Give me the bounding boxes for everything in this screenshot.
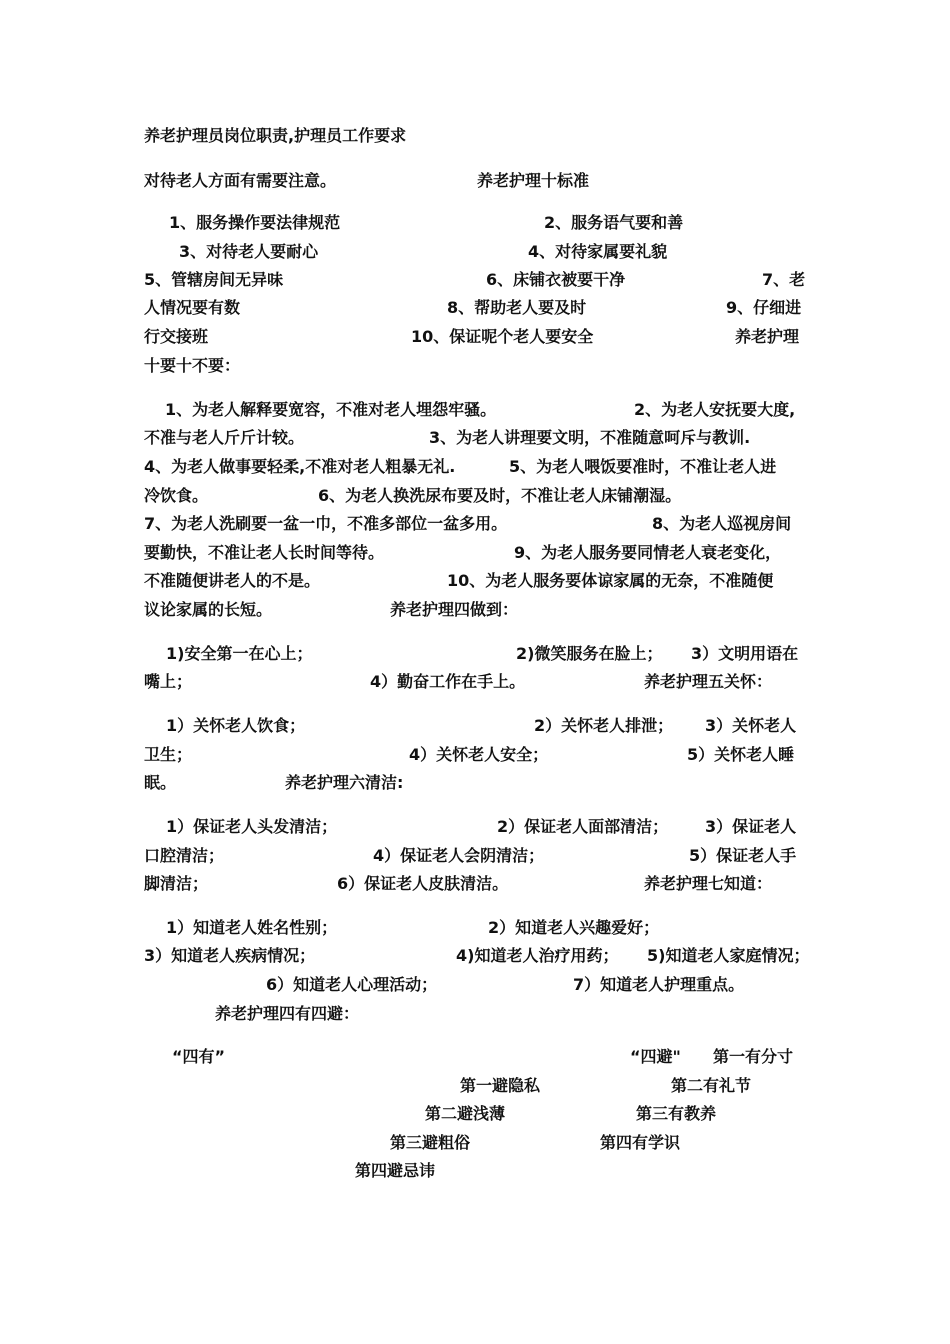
list-item: 2）知道老人兴趣爱好；: [488, 918, 660, 937]
list-item: 口腔清洁；: [144, 846, 225, 865]
list-item: 3、对待老人要耐心: [179, 242, 319, 261]
list-item: 4）勤奋工作在手上。: [370, 672, 526, 691]
text-line: 对待老人方面有需要注意。: [144, 171, 337, 190]
list-item: 2)微笑服务在脸上；: [516, 644, 663, 663]
list-item: 第二有礼节: [671, 1076, 752, 1095]
list-item: 行交接班: [144, 327, 209, 346]
list-item: 5、管辖房间无异味: [144, 270, 284, 289]
list-item: 4、对待家属要礼貌: [528, 242, 668, 261]
list-item: 5）保证老人手: [689, 846, 797, 865]
list-item: 3）文明用语在: [691, 644, 799, 663]
list-item: 5）关怀老人睡: [687, 745, 795, 764]
list-item: 卫生；: [144, 745, 193, 764]
list-item: 第三避粗俗: [390, 1133, 471, 1152]
list-item: 第三有教养: [636, 1104, 717, 1123]
list-item: 第四避忌讳: [355, 1161, 436, 1180]
column-heading: “四避": [630, 1047, 681, 1066]
list-item: 2、服务语气要和善: [544, 213, 684, 232]
list-item: 9、仔细进: [726, 298, 802, 317]
document-title: 养老护理员岗位职责,护理员工作要求: [144, 126, 407, 145]
section-heading: 养老护理七知道：: [644, 874, 773, 893]
list-item: 7、老: [762, 270, 806, 289]
list-item: 9、为老人服务要同情老人衰老变化，: [514, 543, 782, 562]
list-item: 10、为老人服务要体谅家属的无奈，不准随便: [447, 571, 774, 590]
list-item: 1、为老人解释要宽容，不准对老人埋怨牢骚。: [165, 400, 497, 419]
list-item: 7、为老人洗刷要一盆一巾，不准多部位一盆多用。: [144, 514, 508, 533]
section-heading: 十要十不要：: [144, 356, 241, 375]
list-item: 8、为老人巡视房间: [652, 514, 792, 533]
list-item: 5、为老人喂饭要准时，不准让老人进: [509, 457, 777, 476]
section-heading: 养老护理十标准: [477, 171, 590, 190]
list-item: 6、床铺衣被要干净: [486, 270, 626, 289]
list-item: 脚清洁；: [144, 874, 209, 893]
list-item: 4）关怀老人安全；: [409, 745, 549, 764]
list-item: 第二避浅薄: [425, 1104, 506, 1123]
list-item: 议论家属的长短。: [144, 600, 273, 619]
section-heading: 养老护理五关怀：: [644, 672, 773, 691]
list-item: 1）知道老人姓名性别；: [166, 918, 338, 937]
list-item: 第一避隐私: [460, 1076, 541, 1095]
list-item: 要勤快，不准让老人长时间等待。: [144, 543, 385, 562]
section-heading: 养老护理六清洁:: [285, 773, 404, 792]
list-item: 6）保证老人皮肤清洁。: [337, 874, 509, 893]
list-item: 3）知道老人疾病情况；: [144, 946, 316, 965]
list-item: 3）关怀老人: [705, 716, 797, 735]
list-item: 1)安全第一在心上；: [166, 644, 313, 663]
list-item: 4）保证老人会阴清洁；: [373, 846, 545, 865]
list-item: 10、保证呢个老人要安全: [411, 327, 594, 346]
section-heading: 养老护理四做到：: [390, 600, 519, 619]
list-item: 3、为老人讲理要文明，不准随意呵斥与教训.: [429, 428, 751, 447]
list-item: 嘴上；: [144, 672, 193, 691]
list-item: 冷饮食。: [144, 486, 209, 505]
list-item: 6）知道老人心理活动；: [266, 975, 438, 994]
list-item: 4)知道老人治疗用药；: [456, 946, 619, 965]
section-heading: 养老护理四有四避：: [215, 1004, 360, 1023]
list-item: 8、帮助老人要及时: [447, 298, 587, 317]
list-item: 第四有学识: [600, 1133, 681, 1152]
list-item: 2）保证老人面部清洁；: [497, 817, 669, 836]
list-item: 2）关怀老人排泄；: [534, 716, 674, 735]
list-item: 4、为老人做事要轻柔,不准对老人粗暴无礼.: [144, 457, 456, 476]
list-item: 第一有分寸: [713, 1047, 794, 1066]
list-item: 3）保证老人: [705, 817, 797, 836]
list-item: 眠。: [144, 773, 177, 792]
list-item: 人情况要有数: [144, 298, 241, 317]
list-item: 1）保证老人头发清洁；: [166, 817, 338, 836]
list-item: 不准随便讲老人的不是。: [144, 571, 321, 590]
list-item: 2、为老人安抚要大度,: [634, 400, 796, 419]
column-heading: “四有”: [172, 1047, 226, 1066]
list-item: 6、为老人换洗尿布要及时，不准让老人床铺潮湿。: [318, 486, 682, 505]
section-heading: 养老护理: [735, 327, 800, 346]
list-item: 5)知道老人家庭情况；: [647, 946, 810, 965]
list-item: 1、服务操作要法律规范: [169, 213, 341, 232]
list-item: 1）关怀老人饮食；: [166, 716, 306, 735]
list-item: 7）知道老人护理重点。: [573, 975, 745, 994]
list-item: 不准与老人斤斤计较。: [144, 428, 305, 447]
